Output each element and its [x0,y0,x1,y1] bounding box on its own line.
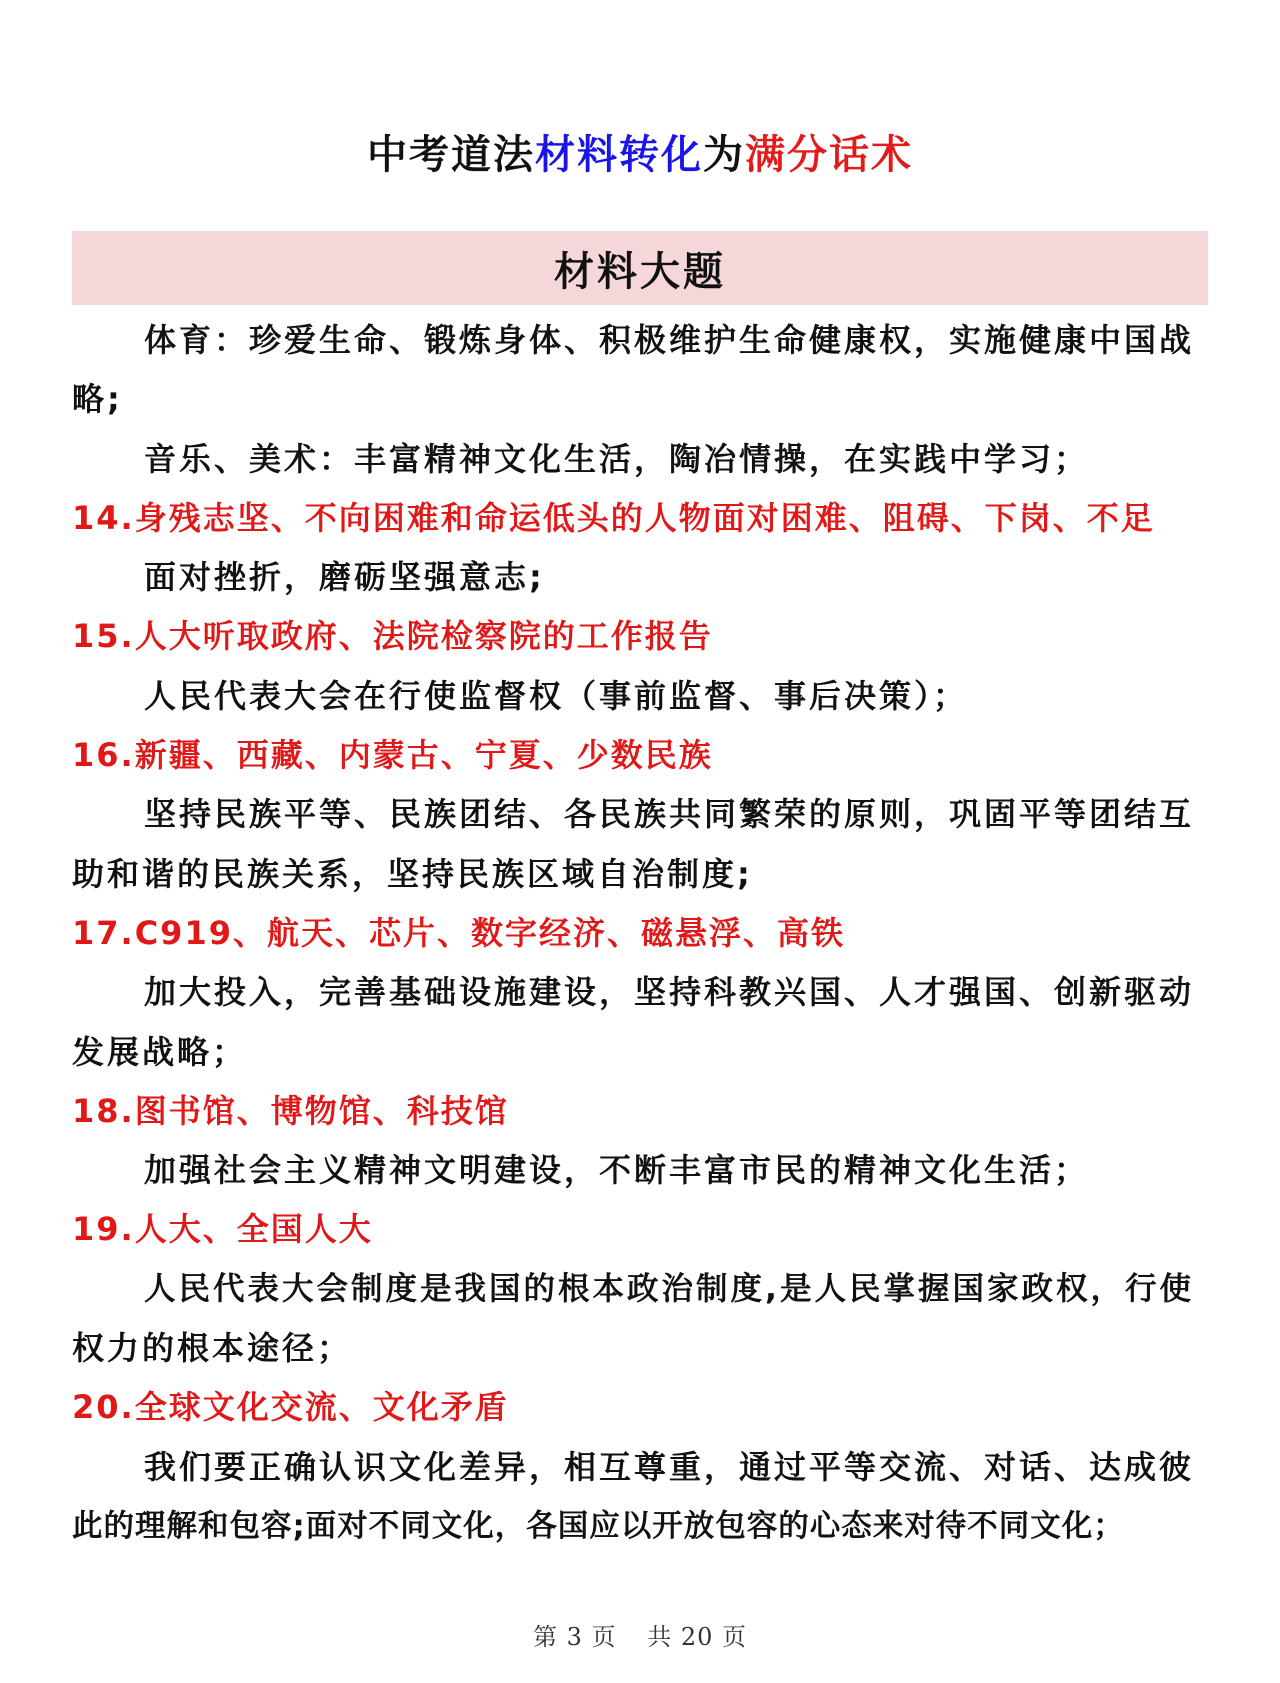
item-text: 体育：珍爱生命、锻炼身体、积极维护生命健康权，实施健康中国战 [144,321,1195,359]
page-suffix: 页 [591,1623,617,1651]
item-text: 坚持民族平等、民族团结、各民族共同繁荣的原则，巩固平等团结互 [144,795,1195,834]
item-text: 音乐、美术：丰富精神文化生活，陶冶情操，在实践中学习； [144,439,1090,478]
content-body [72,311,1208,1556]
total-prefix: 共 [647,1623,673,1651]
item-text: 发展战略； [72,1032,248,1071]
item-text: 人民代表大会制度是我国的根本政治制度,是人民掌握国家政权，行使 [144,1270,1194,1307]
item-heading: 15.人大听取政府、法院检察院的工作报告 [72,617,713,656]
total-pages: 20 [680,1623,714,1651]
item-heading: 14.身残志坚、不向困难和命运低头的人物面对困难、阻碍、下岗、不足 [72,498,1155,537]
item-text: 权力的根本途径； [72,1329,353,1368]
page-number: 3 [566,1623,583,1651]
item-text: 面对挫折，磨砺坚强意志; [144,558,545,597]
item-heading: 18.图书馆、博物馆、科技馆 [72,1091,509,1130]
title-part-red: 满分话术 [745,131,913,178]
page-prefix: 第 [532,1623,558,1651]
item-heading: 17.C919、航天、芯片、数字经济、磁悬浮、高铁 [72,913,845,952]
page-title [0,100,1280,210]
title-part-blue: 材料转化 [535,131,703,178]
item-text: 我们要正确认识文化差异，相互尊重，通过平等交流、对话、达成彼 [144,1447,1195,1486]
total-suffix: 页 [722,1623,748,1651]
item-text: 加强社会主义精神文明建设，不断丰富市民的精神文化生活； [144,1151,1090,1190]
item-heading: 16.新疆、西藏、内蒙古、宁夏、少数民族 [72,736,713,775]
item-heading: 19.人大、全国人大 [72,1210,373,1249]
item-text: 加大投入，完善基础设施建设，坚持科教兴国、人才强国、创新驱动 [144,973,1195,1012]
item-heading: 20.全球文化交流、文化矛盾 [72,1388,509,1427]
item-text: 略; [72,380,123,419]
item-text: 人民代表大会在行使监督权（事前监督、事后决策）； [144,676,969,715]
item-text: 此的理解和包容;面对不同文化，各国应以开放包容的心态来对待不同文化； [72,1508,1125,1544]
title-part-black-2: 为 [703,131,745,178]
page-footer [0,1617,1280,1652]
item-text: 助和谐的民族关系，坚持民族区域自治制度; [72,854,753,893]
title-part-black: 中考道法 [367,131,535,178]
section-banner: 材料大题 [72,231,1208,305]
